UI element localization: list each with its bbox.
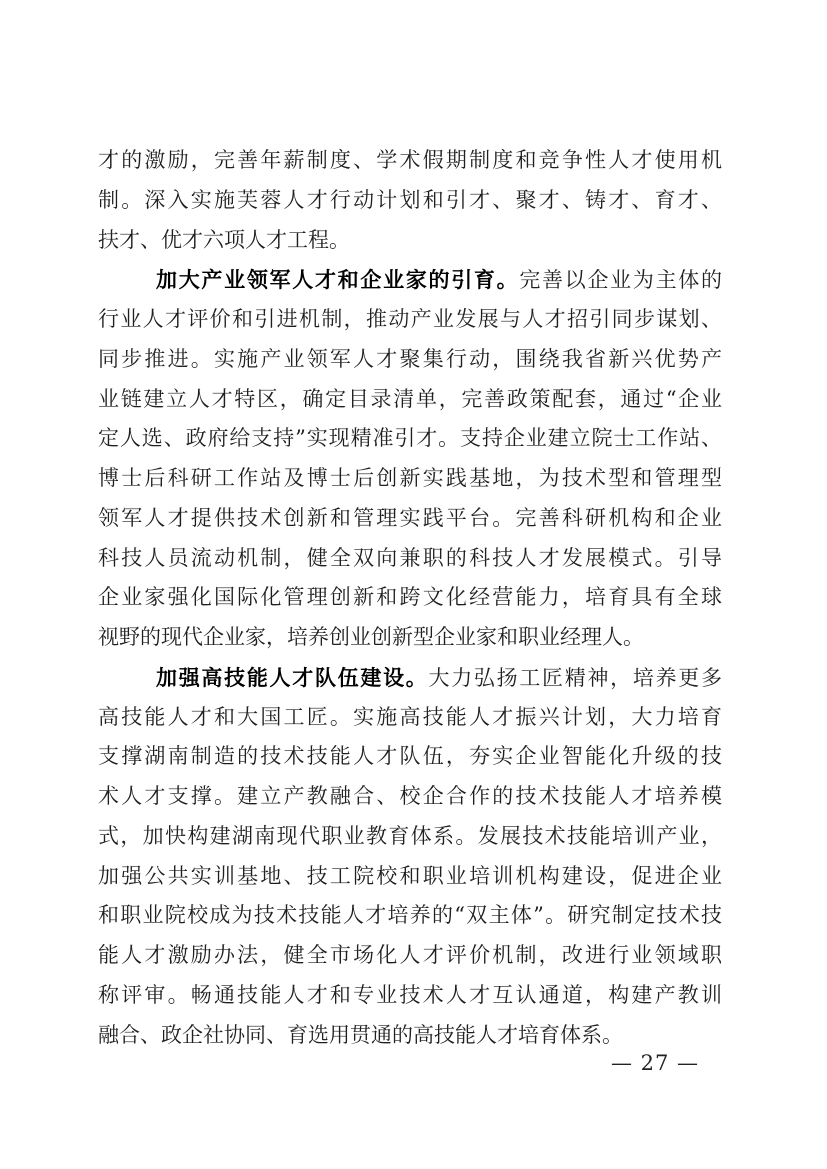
text-line [98, 221, 722, 261]
text-line [98, 976, 722, 1016]
text-line [98, 380, 722, 420]
text-line [98, 459, 722, 499]
text-line-content: 定人选、政府给支持”实现精准引才。支持企业建立院士工作站、 [98, 426, 722, 451]
text-line [98, 896, 722, 936]
text-line-content: 和职业院校成为技术技能人才培养的“双主体”。研究制定技术技 [98, 903, 722, 928]
text-line [98, 698, 722, 738]
page-number: — 27 — [610, 1051, 700, 1075]
text-line-content: 同步推进。实施产业领军人才聚集行动，围绕我省新兴优势产 [98, 346, 722, 371]
text-line-content: 高技能人才和大国工匠。实施高技能人才振兴计划，大力培育 [98, 704, 722, 729]
text-line [98, 300, 722, 340]
paragraph-heading: 加强高技能人才队伍建设。 [156, 664, 429, 690]
text-line-content: 大力弘扬工匠精神，培养更多 [428, 665, 722, 690]
text-line [98, 578, 722, 618]
text-line-content: 式，加快构建湖南现代职业教育体系。发展技术技能培训产业， [98, 823, 722, 848]
text-line-content: 行业人才评价和引进机制，推动产业发展与人才招引同步谋划、 [98, 307, 722, 331]
text-line [98, 499, 722, 539]
text-line [98, 141, 722, 181]
text-line-content: 业链建立人才特区，确定目录清单，完善政策配套，通过“企业 [98, 386, 722, 411]
text-line-content: 完善以企业为主体的 [519, 268, 722, 293]
text-line-content: 制。深入实施芙蓉人才行动计划和引才、聚才、铸才、育才、 [98, 187, 722, 212]
text-line [98, 340, 722, 380]
text-line [98, 817, 722, 857]
text-line-content: 术人才支撑。建立产教融合、校企合作的技术技能人才培养模 [98, 784, 722, 808]
text-line [98, 936, 722, 976]
text-line [98, 658, 722, 698]
text-line-content: 能人才激励办法，健全市场化人才评价机制，改进行业领域职 [98, 943, 722, 967]
text-line-content: 融合、政企社协同、育选用贯通的高技能人才培育体系。 [98, 1022, 623, 1047]
text-line [98, 857, 722, 897]
text-line [98, 181, 722, 221]
text-line-content: 领军人才提供技术创新和管理实践平台。完善科研机构和企业 [98, 505, 722, 530]
text-line [98, 419, 722, 459]
text-line-content: 才的激励，完善年薪制度、学术假期制度和竞争性人才使用机 [98, 148, 722, 172]
text-line-content: 科技人员流动机制，健全双向兼职的科技人才发展模式。引导 [98, 545, 722, 570]
text-line [98, 777, 722, 817]
body-text [98, 141, 722, 1055]
text-line-content: 支撑湖南制造的技术技能人才队伍，夯实企业智能化升级的技 [98, 744, 722, 769]
text-line-content: 称评审。畅通技能人才和专业技术人才互认通道，构建产教训 [98, 982, 722, 1007]
text-line [98, 539, 722, 579]
text-line-content: 企业家强化国际化管理创新和跨文化经营能力，培育具有全球 [98, 585, 722, 610]
text-line-content: 博士后科研工作站及博士后创新实践基地，为技术型和管理型 [98, 466, 722, 490]
text-line [98, 618, 722, 658]
text-line-content: 加强公共实训基地、技工院校和职业培训机构建设，促进企业 [98, 863, 722, 888]
text-line [98, 260, 722, 300]
text-line-content: 视野的现代企业家，培养创业创新型企业家和职业经理人。 [98, 625, 644, 649]
text-line [98, 737, 722, 777]
text-line-content: 扶才、优才六项人才工程。 [98, 227, 350, 252]
paragraph-heading: 加大产业领军人才和企业家的引育。 [156, 267, 520, 293]
